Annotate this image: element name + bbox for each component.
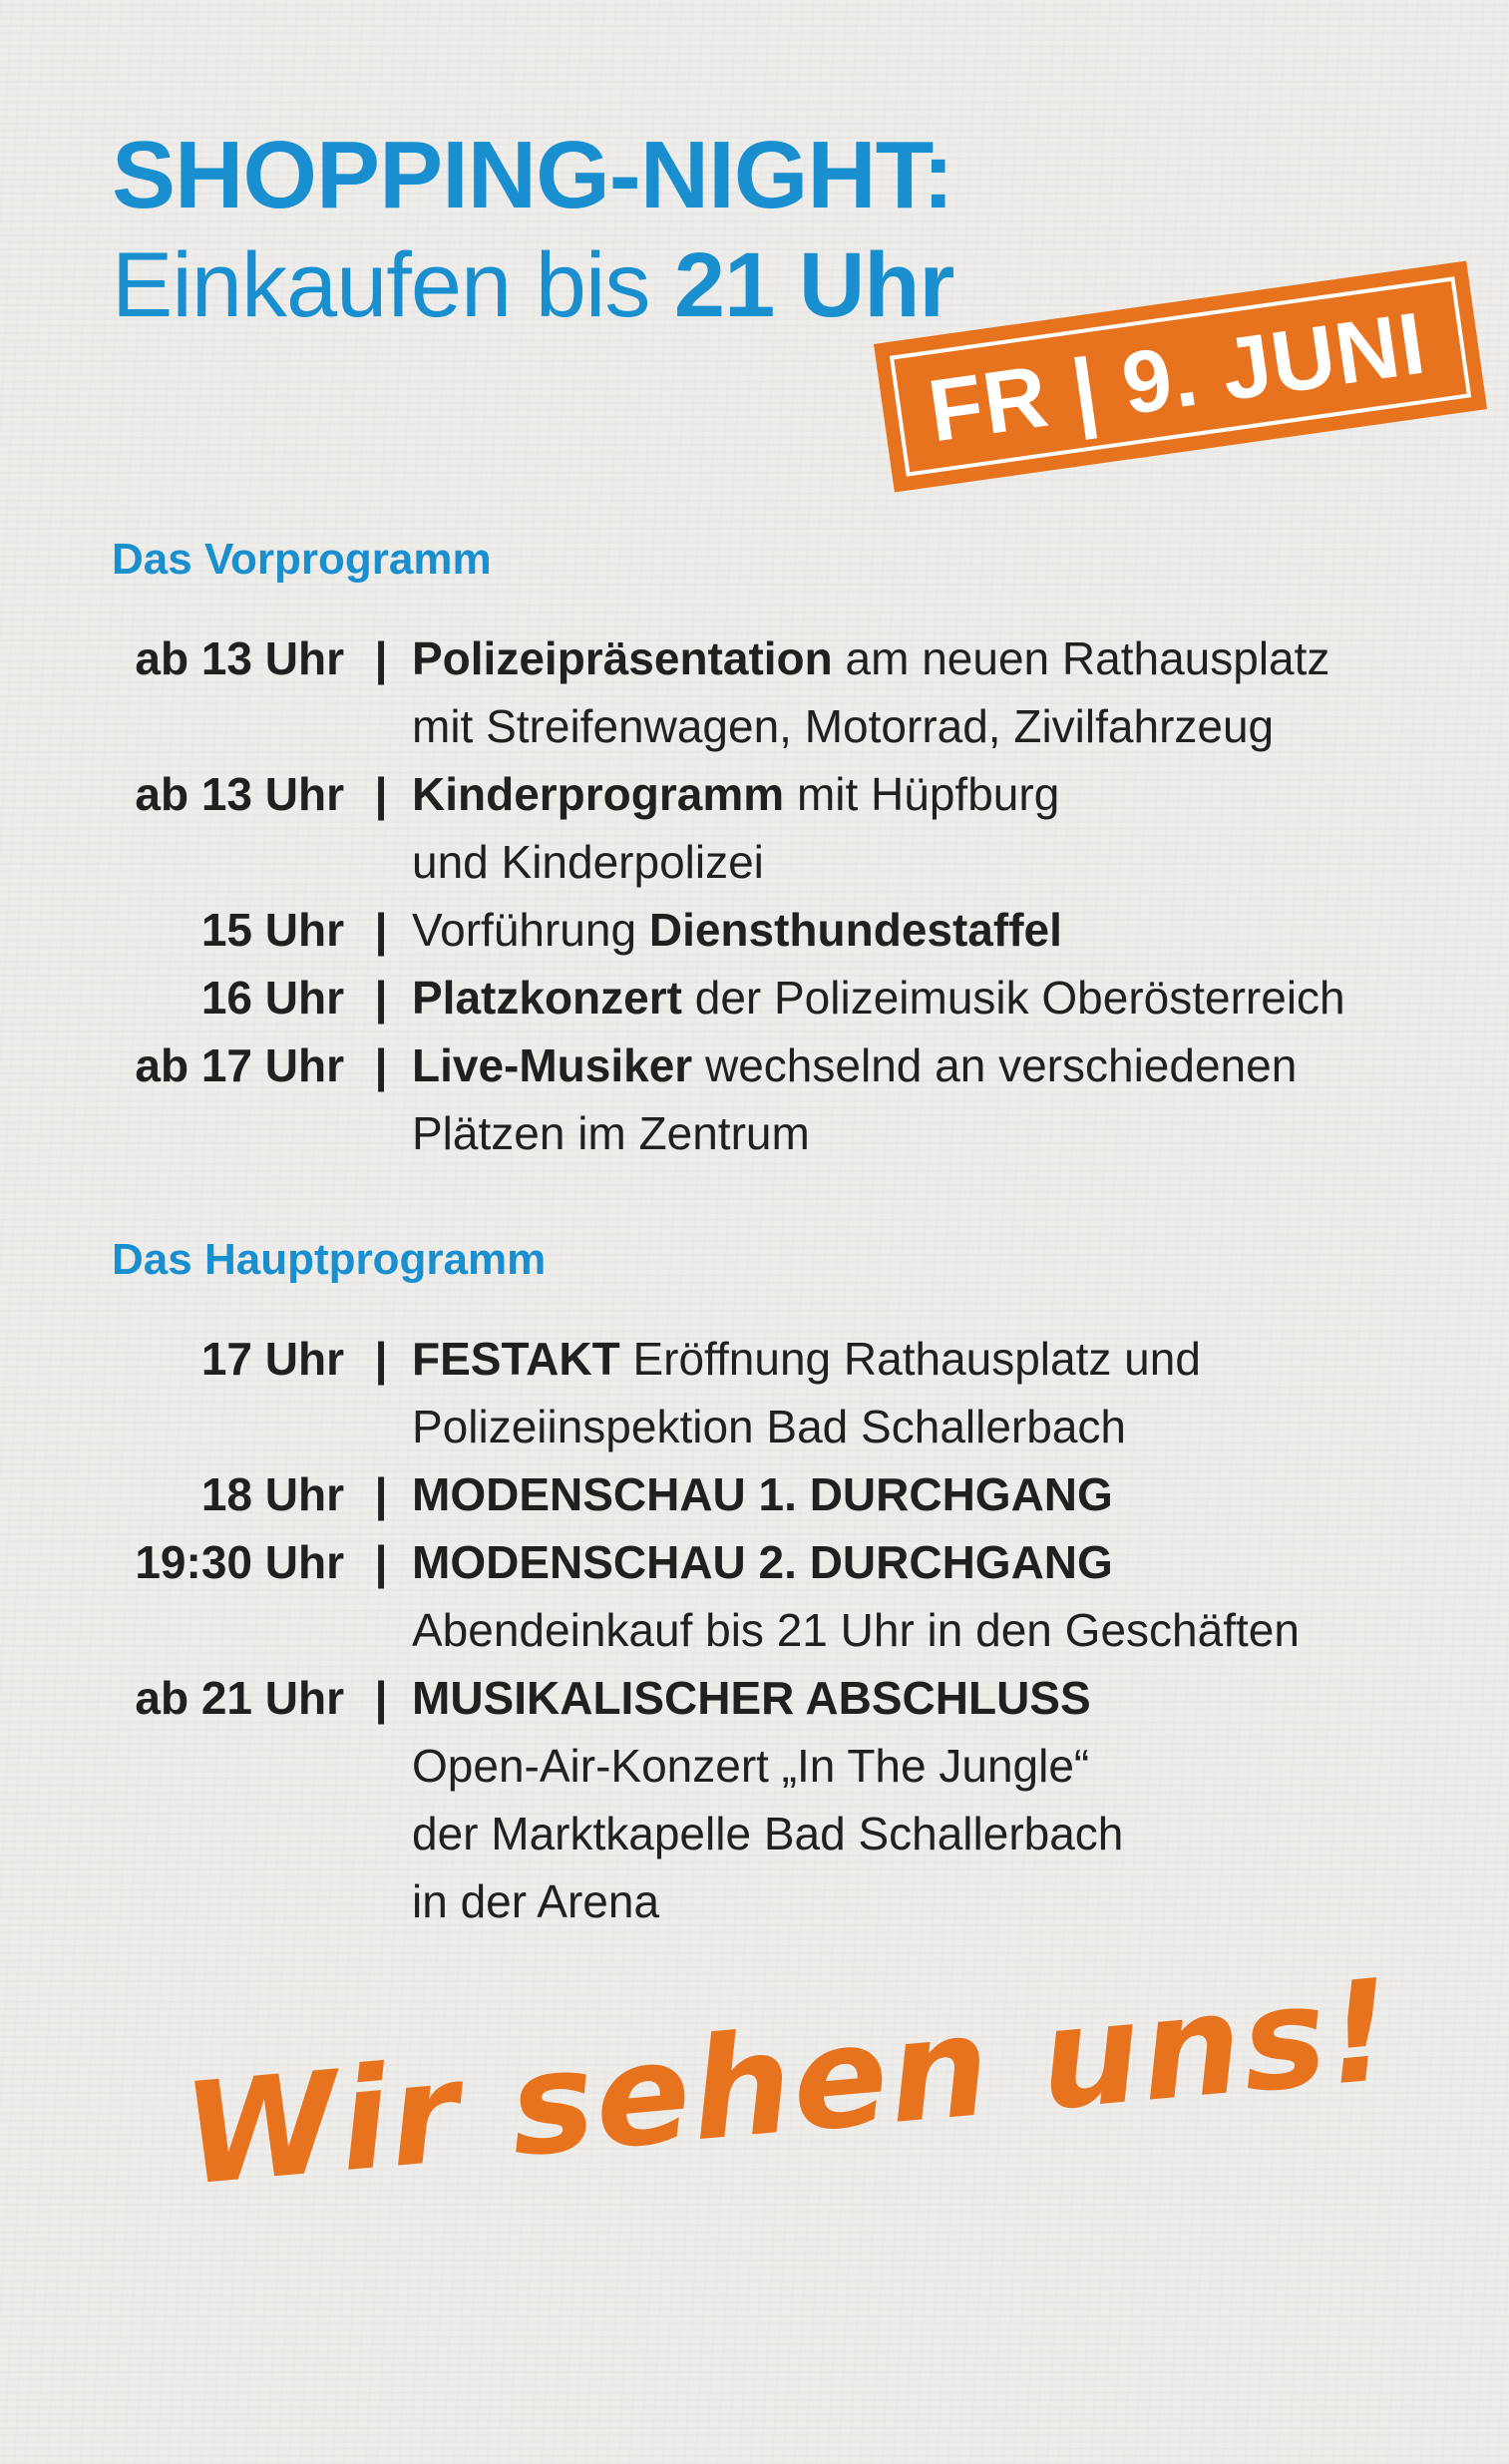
program-text-line2: Open-Air-Konzert „In The Jungle“	[412, 1740, 1090, 1792]
program-description	[412, 760, 1509, 896]
program-highlight: MUSIKALISCHER ABSCHLUSS	[412, 1672, 1091, 1724]
program-time: 16 Uhr	[200, 972, 344, 1024]
date-banner	[874, 260, 1487, 492]
program-text: wechselnd an verschiedenen	[692, 1039, 1298, 1091]
program-description	[412, 624, 1509, 760]
program-separator: |	[374, 1039, 388, 1091]
section-title-hauptprogramm: Das Hauptprogramm	[112, 1235, 547, 1284]
program-highlight: MODENSCHAU 1. DURCHGANG	[412, 1468, 1113, 1520]
program-row	[0, 1460, 1509, 1528]
program-separator: |	[374, 1672, 388, 1724]
program-description	[412, 896, 1509, 964]
program-time: ab 21 Uhr	[135, 1672, 344, 1724]
program-description	[412, 1664, 1509, 1935]
program-separator: |	[374, 1333, 388, 1385]
hauptprogramm-list	[0, 1325, 1509, 1935]
program-row	[0, 1031, 1509, 1167]
program-text-line2: Abendeinkauf bis 21 Uhr in den Geschäften	[412, 1604, 1300, 1656]
program-text-line2: mit Streifenwagen, Motorrad, Zivilfahrzeug	[412, 700, 1275, 752]
program-text-line2: Polizeiinspektion Bad Schallerbach	[412, 1401, 1126, 1452]
program-highlight: Live-Musiker	[412, 1039, 693, 1091]
program-time: 19:30 Uhr	[135, 1536, 344, 1588]
program-row	[0, 1664, 1509, 1935]
program-text: der Polizeimusik Oberösterreich	[681, 972, 1345, 1024]
program-time: ab 13 Uhr	[135, 768, 344, 820]
program-row	[0, 760, 1509, 896]
program-separator: |	[374, 632, 388, 684]
program-separator: |	[374, 904, 388, 956]
program-highlight: MODENSCHAU 2. DURCHGANG	[412, 1536, 1113, 1588]
program-description	[412, 1031, 1509, 1167]
program-text-line2: und Kinderpolizei	[412, 836, 764, 888]
program-description	[412, 1528, 1509, 1664]
headline-subtitle-prefix: Einkaufen bis	[112, 234, 674, 336]
program-text-line2: Plätzen im Zentrum	[412, 1107, 810, 1159]
program-description	[412, 1325, 1509, 1460]
program-text: am neuen Rathausplatz	[832, 632, 1330, 684]
program-text: Vorführung	[412, 904, 649, 956]
program-text: Eröffnung Rathausplatz und	[619, 1333, 1201, 1385]
program-time: 17 Uhr	[200, 1333, 344, 1385]
program-row	[0, 1325, 1509, 1460]
program-highlight: Polizeipräsentation	[412, 632, 833, 684]
headline-subtitle-time: 21 Uhr	[673, 234, 954, 336]
program-separator: |	[374, 768, 388, 820]
headline-subtitle	[112, 229, 953, 341]
section-title-vorprogramm: Das Vorprogramm	[112, 535, 492, 584]
program-text: mit Hüpfburg	[784, 768, 1060, 820]
program-time: 18 Uhr	[200, 1468, 344, 1520]
program-description	[412, 964, 1509, 1031]
program-row	[0, 624, 1509, 760]
program-description	[412, 1460, 1509, 1528]
headline	[112, 122, 953, 341]
program-text-line4: in der Arena	[412, 1875, 660, 1927]
program-row	[0, 1528, 1509, 1664]
vorprogramm-list	[0, 624, 1509, 1167]
signoff-handwriting: Wir sehen uns!	[177, 1949, 1400, 2218]
program-separator: |	[374, 1536, 388, 1588]
program-time: ab 17 Uhr	[135, 1039, 344, 1091]
program-highlight: Platzkonzert	[412, 972, 682, 1024]
headline-title: SHOPPING-NIGHT:	[112, 122, 953, 228]
program-time: 15 Uhr	[200, 904, 344, 956]
program-row	[0, 896, 1509, 964]
program-separator: |	[374, 1468, 388, 1520]
program-highlight: Diensthundestaffel	[648, 904, 1062, 956]
program-text-line3: der Marktkapelle Bad Schallerbach	[412, 1808, 1124, 1859]
program-time: ab 13 Uhr	[135, 632, 344, 684]
program-highlight: Kinderprogramm	[412, 768, 785, 820]
program-separator: |	[374, 972, 388, 1024]
program-highlight: FESTAKT	[412, 1333, 620, 1385]
date-banner-text: FR | 9. JUNI	[890, 276, 1471, 476]
program-row	[0, 964, 1509, 1031]
